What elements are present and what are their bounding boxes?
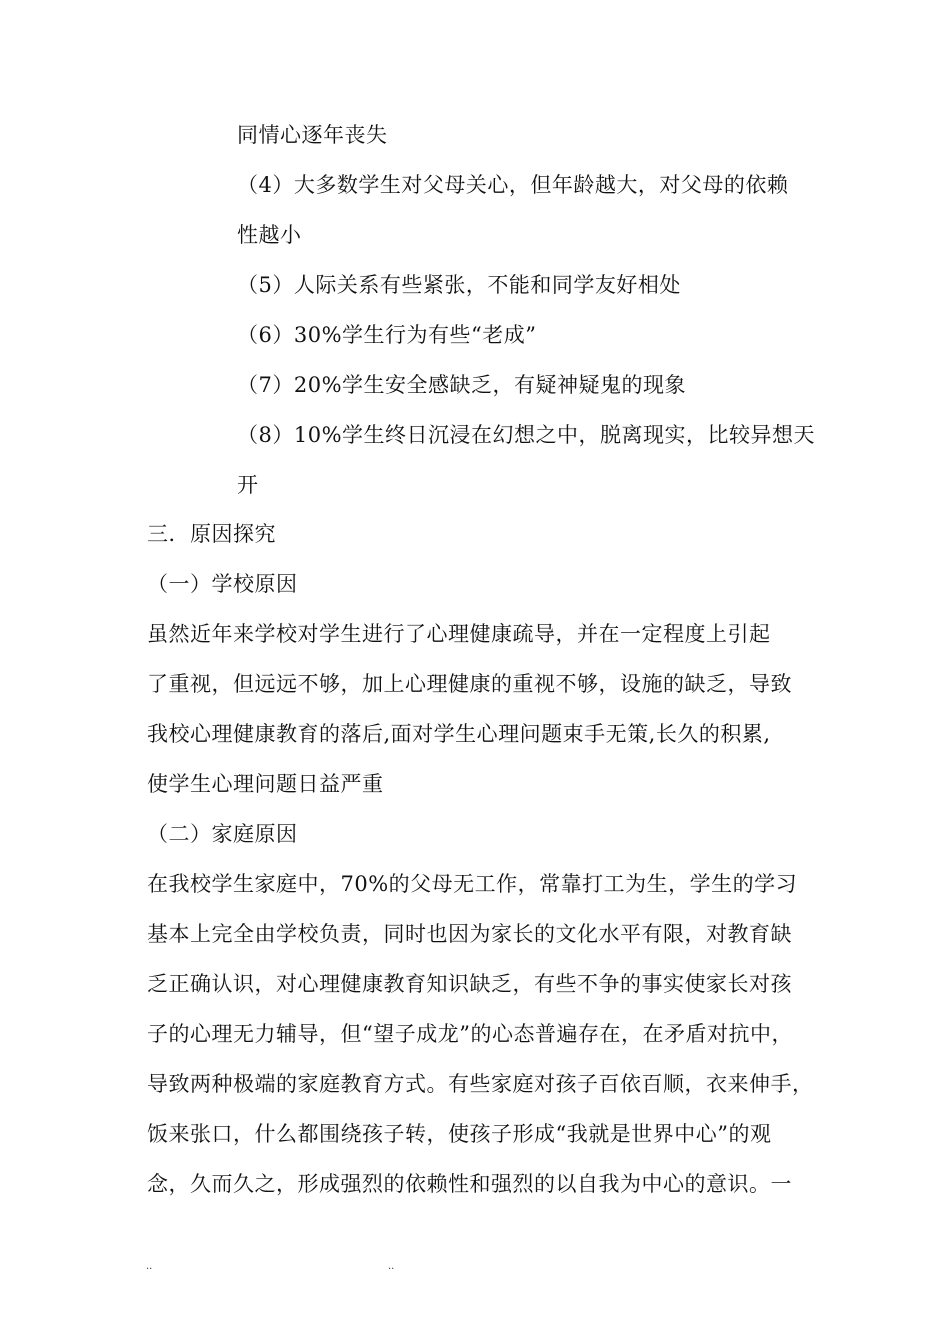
text-line: 同情心逐年丧失: [237, 123, 388, 147]
text-line: （5）人际关系有些紧张，不能和同学友好相处: [237, 273, 681, 297]
paragraph-line: 子的心理无力辅导，但“望子成龙”的心态普遍存在，在矛盾对抗中，: [147, 1022, 793, 1046]
paragraph-line: 导致两种极端的家庭教育方式。有些家庭对孩子百依百顺，衣来伸手，: [147, 1072, 814, 1096]
paragraph-line: 我校心理健康教育的落后,面对学生心理问题束手无策,长久的积累,: [147, 722, 771, 746]
subsection-heading: （一）学校原因: [147, 572, 298, 596]
paragraph-line: 念，久而久之，形成强烈的依赖性和强烈的以自我为中心的意识。一: [147, 1172, 792, 1196]
paragraph-line: 乏正确认识，对心理健康教育知识缺乏，有些不争的事实使家长对孩: [147, 972, 792, 996]
text-line: （7）20%学生安全感缺乏，有疑神疑鬼的现象: [237, 373, 687, 397]
text-line: （6）30%学生行为有些“老成”: [237, 323, 537, 347]
paragraph-line: 饭来张口，什么都围绕孩子转，使孩子形成“我就是世界中心”的观: [147, 1122, 772, 1146]
paragraph-line: 在我校学生家庭中，70%的父母无工作，常靠打工为生，学生的学习: [147, 872, 798, 896]
text-line: 开: [237, 473, 259, 497]
footer-mark: ..: [146, 1261, 153, 1272]
paragraph-line: 使学生心理问题日益严重: [147, 772, 384, 796]
paragraph-line: 了重视，但远远不够，加上心理健康的重视不够，设施的缺乏，导致: [147, 672, 792, 696]
text-line: （4）大多数学生对父母关心，但年龄越大，对父母的依赖: [237, 173, 789, 197]
footer-mark: ..: [388, 1261, 395, 1272]
paragraph-line: 基本上完全由学校负责，同时也因为家长的文化水平有限，对教育缺: [147, 922, 792, 946]
subsection-heading: （二）家庭原因: [147, 822, 298, 846]
section-heading: 三．原因探究: [147, 522, 276, 546]
paragraph-line: 虽然近年来学校对学生进行了心理健康疏导，并在一定程度上引起: [147, 622, 771, 646]
text-line: （8）10%学生终日沉浸在幻想之中，脱离现实，比较异想天: [237, 423, 816, 447]
text-line: 性越小: [237, 223, 302, 247]
